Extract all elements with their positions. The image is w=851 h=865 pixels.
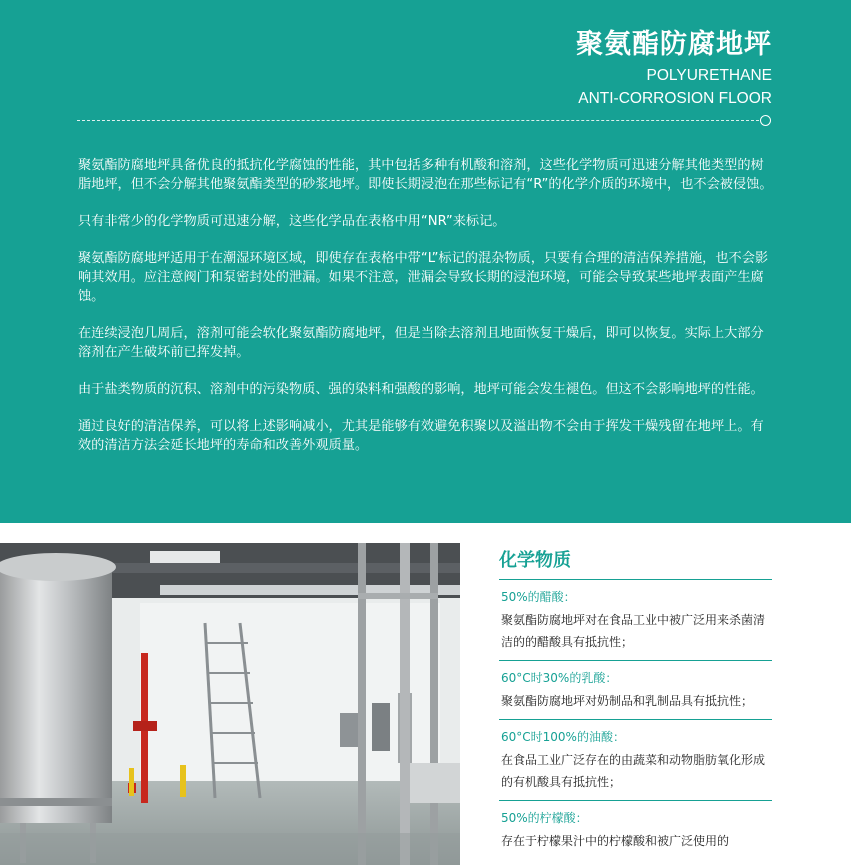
chemicals-panel <box>499 543 772 859</box>
chemical-item <box>499 720 772 801</box>
paragraph: 聚氨酯防腐地坪适用于在潮湿环境区域，即使存在表格中带“L”标记的混杂物质，只要有合理的清洁保养措施，也不会影响其效用。应注意阀门和泵密封处的泄漏。如果不注意，泄漏会导致长期的浸泡环境，可能会导致某些地坪表面产生腐蚀。 <box>78 251 769 304</box>
chemical-item <box>499 661 772 720</box>
chemical-name: 50%的柠檬酸： <box>501 811 588 825</box>
intro-text <box>78 156 774 473</box>
chemicals-title: 化学物质 <box>499 543 772 580</box>
page-subtitle <box>578 64 772 110</box>
chemical-description: 存在于柠檬果汁中的柠檬酸和被广泛使用的 <box>501 834 730 848</box>
chemical-item <box>499 580 772 661</box>
subtitle-line-1: POLYURETHANE <box>646 67 772 84</box>
chemical-description: 在食品工业广泛存在的由蔬菜和动物脂肪氧化形成的有机酸具有抵抗性； <box>501 753 766 789</box>
divider-circle-icon <box>760 115 771 126</box>
dashed-divider <box>77 120 759 121</box>
paragraph: 聚氨酯防腐地坪具备优良的抵抗化学腐蚀的性能，其中包括多种有机酸和溶剂，这些化学物质可迅速分解其他类型的树脂地坪，但不会分解其他聚氨酯类型的砂浆地坪。即使长期浸泡在那些标记有“R”的化学介质的环境中，也不会被侵蚀。 <box>78 158 773 192</box>
chemical-item <box>499 801 772 859</box>
subtitle-line-2: ANTI-CORROSION FLOOR <box>578 90 772 107</box>
factory-floor-illustration <box>0 543 460 865</box>
chemical-description: 聚氨酯防腐地坪对奶制品和乳制品具有抵抗性； <box>501 694 754 708</box>
page-title: 聚氨酯防腐地坪 <box>576 29 772 60</box>
chemical-name: 60°C时30%的乳酸： <box>501 671 618 685</box>
chemical-name: 50%的醋酸： <box>501 590 576 604</box>
paragraph: 在连续浸泡几周后，溶剂可能会软化聚氨酯防腐地坪，但是当除去溶剂且地面恢复干燥后，即可以恢复。实际上大部分溶剂在产生破坏前已挥发掉。 <box>78 326 764 360</box>
paragraph: 由于盐类物质的沉积、溶剂中的污染物质、强的染料和强酸的影响，地坪可能会发生褪色。但这不会影响地坪的性能。 <box>78 382 764 397</box>
paragraph: 通过良好的清洁保养，可以将上述影响减小，尤其是能够有效避免积聚以及溢出物不会由于挥发干燥残留在地坪上。有效的清洁方法会延长地坪的寿命和改善外观质量。 <box>78 419 764 453</box>
chemical-name: 60°C时100%的油酸： <box>501 730 625 744</box>
chemical-description: 聚氨酯防腐地坪对在食品工业中被广泛用来杀菌清洁的的醋酸具有抵抗性； <box>501 613 766 649</box>
paragraph: 只有非常少的化学物质可迅速分解，这些化学品在表格中用“NR”来标记。 <box>78 214 506 229</box>
factory-floor-photo <box>0 543 460 865</box>
